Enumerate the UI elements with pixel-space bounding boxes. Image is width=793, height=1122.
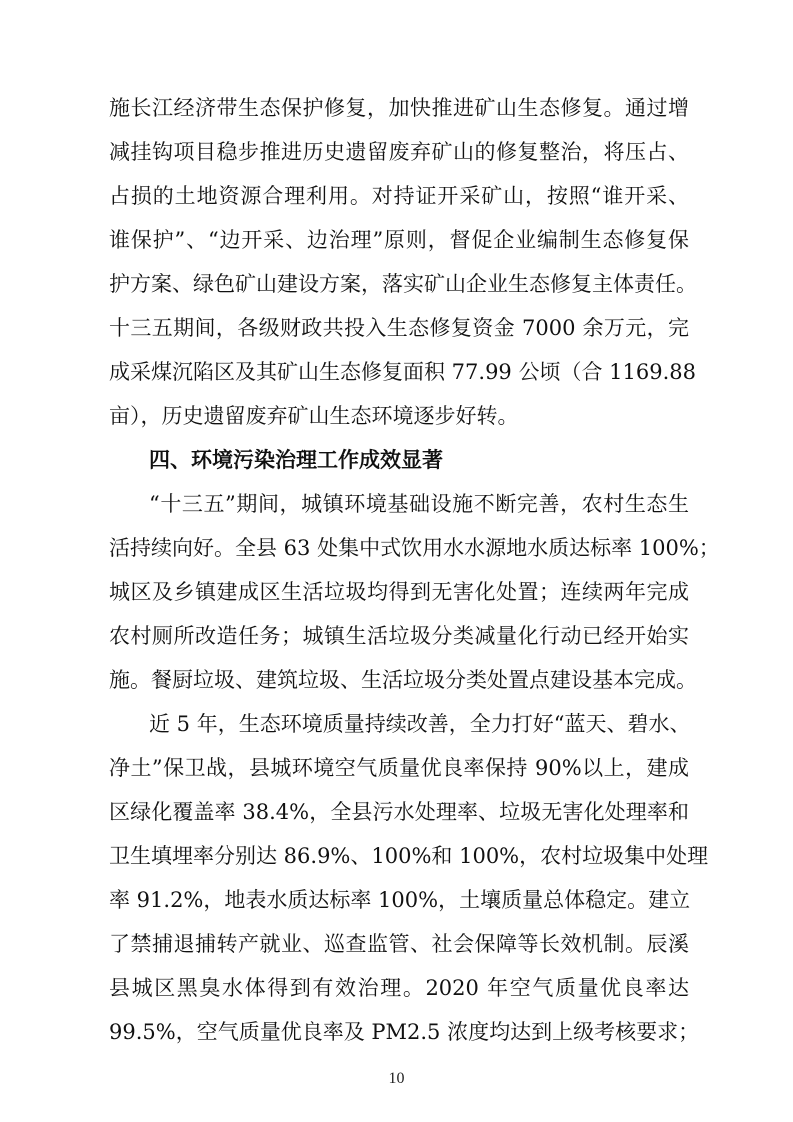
- text-line: 净土”保卫战，县城环境空气质量优良率保持 90%以上，建成: [109, 756, 689, 780]
- text-line: 了禁捕退捕转产就业、巡查监管、社会保障等长效机制。辰溪: [109, 932, 689, 956]
- text-line: 施长江经济带生态保护修复，加快推进矿山生态修复。通过增: [109, 96, 689, 120]
- text-line: 区绿化覆盖率 38.4%，全县污水处理率、垃圾无害化处理率和: [109, 800, 689, 824]
- text-line: 县城区黑臭水体得到有效治理。2020 年空气质量优良率达: [109, 976, 689, 1000]
- section-heading: 四、环境污染治理工作成效显著: [149, 448, 443, 472]
- text-line: 活持续向好。全县 63 处集中式饮用水水源地水质达标率 100%；: [109, 536, 720, 560]
- text-line: 谁保护”、“边开采、边治理”原则，督促企业编制生态修复保: [109, 228, 689, 252]
- text-line: 十三五期间，各级财政共投入生态修复资金 7000 余万元，完: [109, 316, 689, 340]
- text-line: 占损的土地资源合理利用。对持证开采矿山，按照“谁开采、: [109, 184, 689, 208]
- text-line: 农村厕所改造任务；城镇生活垃圾分类减量化行动已经开始实: [109, 624, 689, 648]
- text-line: 护方案、绿色矿山建设方案，落实矿山企业生态修复主体责任。: [109, 272, 697, 296]
- paragraph-first-line: “十三五”期间，城镇环境基础设施不断完善，农村生态生: [149, 492, 689, 516]
- text-line: 减挂钩项目稳步推进历史遗留废弃矿山的修复整治，将压占、: [109, 140, 689, 164]
- text-line: 99.5%，空气质量优良率及 PM2.5 浓度均达到上级考核要求；: [109, 1020, 700, 1044]
- text-line: 成采煤沉陷区及其矿山生态修复面积 77.99 公顷（合 1169.88: [109, 360, 696, 384]
- text-line: 卫生填埋率分别达 86.9%、100%和 100%，农村垃圾集中处理: [109, 844, 709, 868]
- text-line: 城区及乡镇建成区生活垃圾均得到无害化处置；连续两年完成: [109, 580, 689, 604]
- text-line: 率 91.2%，地表水质达标率 100%，土壤质量总体稳定。建立: [109, 888, 691, 912]
- page-number: 10: [388, 1070, 405, 1087]
- text-line: 施。餐厨垃圾、建筑垃圾、生活垃圾分类处置点建设基本完成。: [109, 668, 697, 692]
- text-line: 亩），历史遗留废弃矿山生态环境逐步好转。: [109, 404, 519, 428]
- paragraph-first-line: 近 5 年，生态环境质量持续改善，全力打好“蓝天、碧水、: [149, 712, 691, 736]
